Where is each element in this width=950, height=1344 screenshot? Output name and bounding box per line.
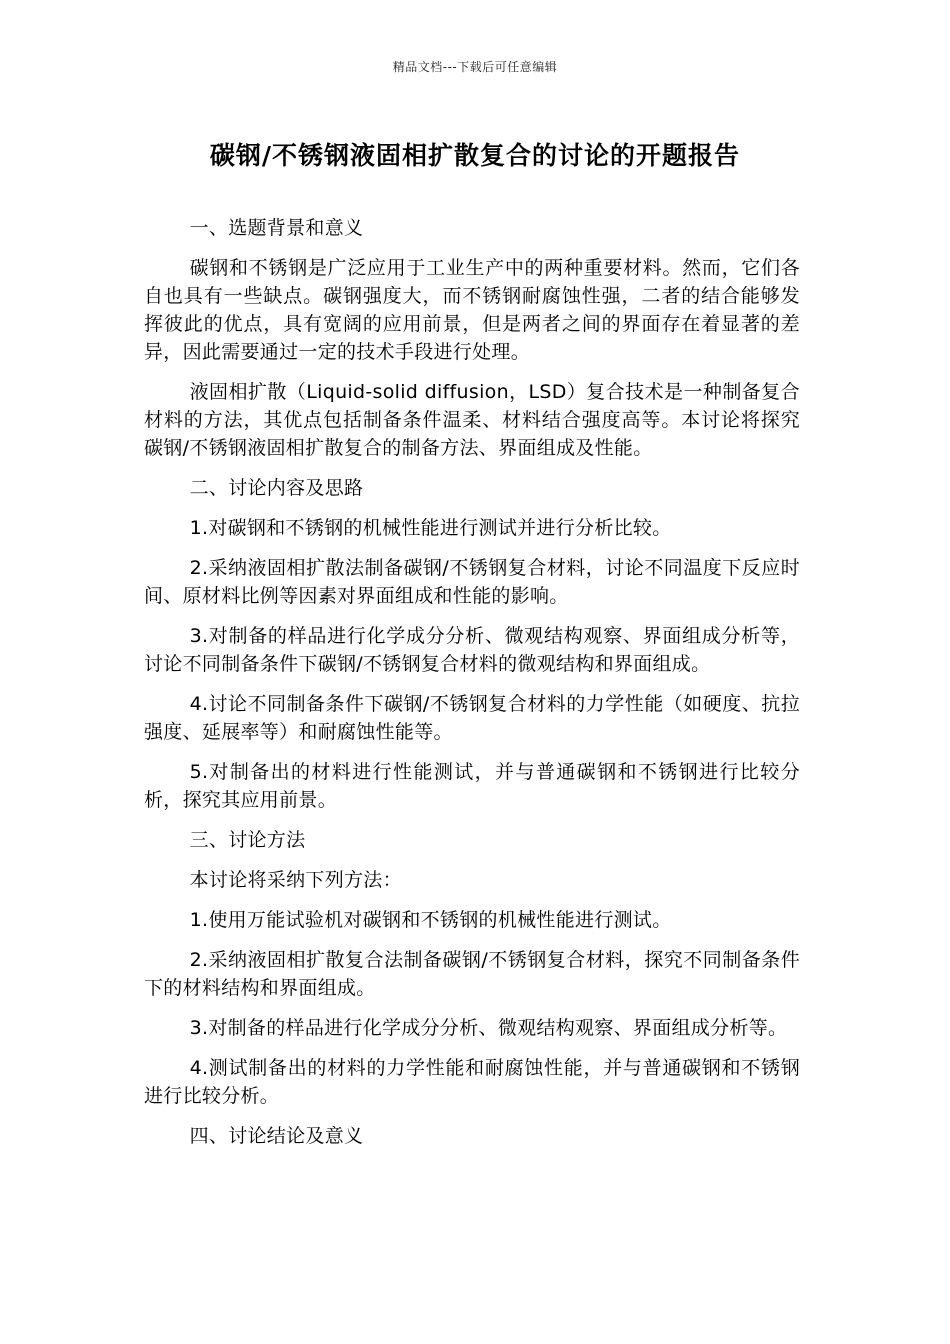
section-heading-content: 二、讨论内容及思路 <box>189 477 364 499</box>
document-body <box>144 214 800 1162</box>
section-heading-conclusion: 四、讨论结论及意义 <box>189 1125 364 1147</box>
method-item-1: 1.使用万能试验机对碳钢和不锈钢的机械性能进行测试。 <box>189 909 672 931</box>
paragraph-background: 碳钢和不锈钢是广泛应用于工业生产中的两种重要材料。然而，它们各自也具有一些缺点。碳钢强度大，而不锈钢耐腐蚀性强，二者的结合能够发挥彼此的优点，具有宽阔的应用前景，但是两者之间的界面存在着显著的差异，因此需要通过一定的技术手段进行处理。 <box>144 257 800 363</box>
header-note: 精品文档---下载后可任意编辑 <box>392 60 558 74</box>
method-item-3: 3.对制备的样品进行化学成分分析、微观结构观察、界面组成分析等。 <box>189 1017 788 1039</box>
content-item-5: 5.对制备出的材料进行性能测试，并与普通碳钢和不锈钢进行比较分析，探究其应用前景。 <box>144 761 800 811</box>
content-item-2: 2.采纳液固相扩散法制备碳钢/不锈钢复合材料，讨论不同温度下反应时间、原材料比例等因素对界面组成和性能的影响。 <box>144 557 800 607</box>
method-item-2: 2.采纳液固相扩散复合法制备碳钢/不锈钢复合材料，探究不同制备条件下的材料结构和界面组成。 <box>144 949 800 999</box>
method-item-4: 4.测试制备出的材料的力学性能和耐腐蚀性能，并与普通碳钢和不锈钢进行比较分析。 <box>144 1057 800 1107</box>
content-item-4: 4.讨论不同制备条件下碳钢/不锈钢复合材料的力学性能（如硬度、抗拉强度、延展率等）和耐腐蚀性能等。 <box>144 693 800 743</box>
content-item-1: 1.对碳钢和不锈钢的机械性能进行测试并进行分析比较。 <box>189 517 672 539</box>
section-heading-methods: 三、讨论方法 <box>189 829 306 851</box>
document-title: 碳钢/不锈钢液固相扩散复合的讨论的开题报告 <box>209 141 741 170</box>
section-heading-background: 一、选题背景和意义 <box>189 217 364 239</box>
content-item-3: 3.对制备的样品进行化学成分分析、微观结构观察、界面组成分析等，讨论不同制备条件下碳钢/不锈钢复合材料的微观结构和界面组成。 <box>144 625 800 675</box>
paragraph-lsd-intro: 液固相扩散（Liquid-solid diffusion，LSD）复合技术是一种制备复合材料的方法，其优点包括制备条件温柔、材料结合强度高等。本讨论将探究碳钢/不锈钢液固相扩散复合的制备方法、界面组成及性能。 <box>144 381 800 459</box>
methods-intro: 本讨论将采纳下列方法： <box>189 869 402 891</box>
